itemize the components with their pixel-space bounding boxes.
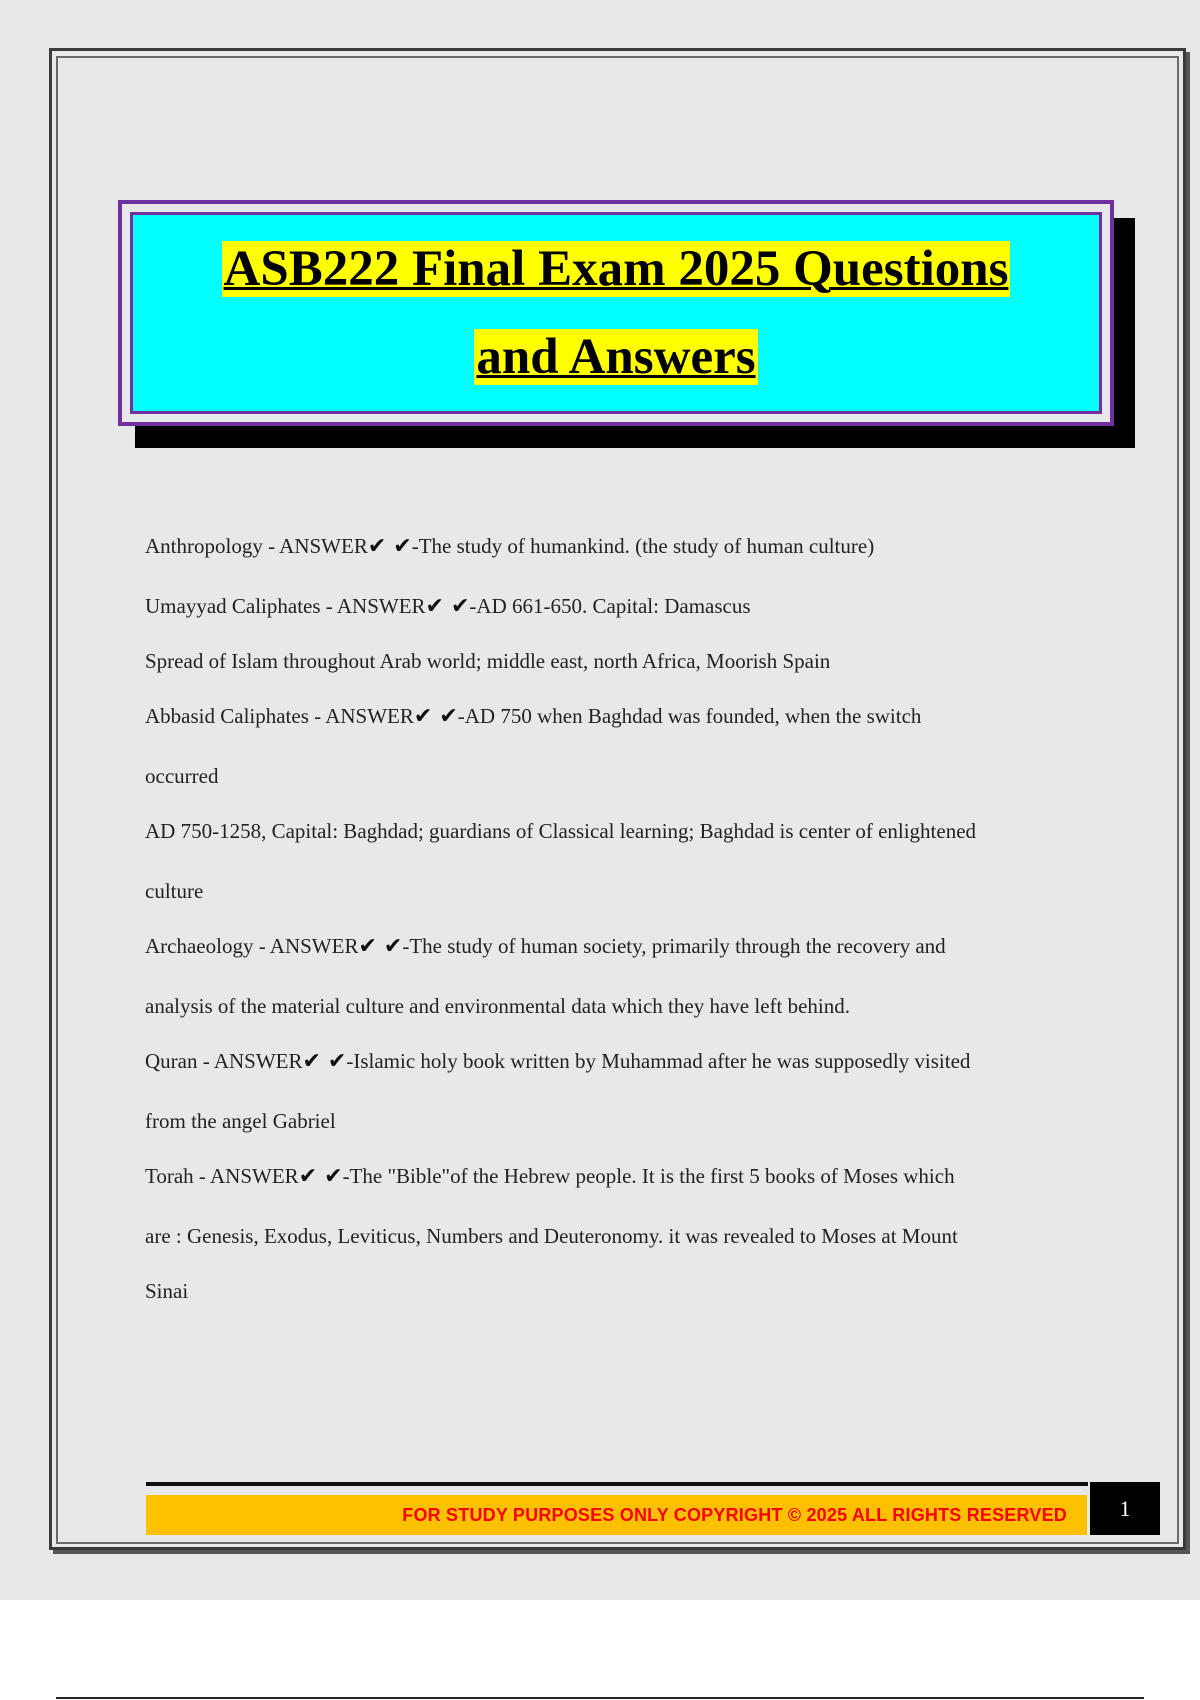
qa-entry	[145, 643, 1090, 698]
entry-term: Abbasid Caliphates - ANSWER	[145, 704, 414, 728]
entry-answer: -The "Bible"of the Hebrew people. It is the first 5 books of Moses which	[342, 1164, 955, 1188]
qa-content	[145, 528, 1090, 1328]
qa-entry	[145, 1043, 1090, 1158]
title-box	[118, 200, 1114, 426]
checkmark-icon: ✔ ✔	[298, 1164, 343, 1189]
entry-term: Archaeology - ANSWER	[145, 934, 359, 958]
entry-answer: -The study of humankind. (the study of human culture)	[411, 534, 875, 558]
checkmark-icon: ✔ ✔	[413, 704, 458, 729]
title-line-2: and Answers	[476, 329, 756, 385]
entry-continuation: from the angel Gabriel	[145, 1109, 336, 1133]
title-line-1: ASB222 Final Exam 2025 Questions	[223, 241, 1009, 297]
entry-answer: -AD 661-650. Capital: Damascus	[469, 594, 751, 618]
footer-bar	[146, 1495, 1087, 1535]
entry-continuation: occurred	[145, 764, 219, 788]
entry-text: Spread of Islam throughout Arab world; middle east, north Africa, Moorish Spain	[145, 649, 831, 673]
footer-rule	[146, 1482, 1088, 1486]
entry-continuation: culture	[145, 879, 204, 903]
entry-answer: -The study of human society, primarily through the recovery and	[402, 934, 946, 958]
qa-entry	[145, 528, 1090, 588]
checkmark-icon: ✔ ✔	[302, 1049, 347, 1074]
entry-continuation: Sinai	[145, 1279, 189, 1303]
qa-entry	[145, 698, 1090, 813]
qa-entry	[145, 928, 1090, 1043]
qa-entry	[145, 813, 1090, 928]
qa-entry	[145, 1158, 1090, 1328]
checkmark-icon: ✔ ✔	[367, 534, 412, 559]
entry-term: Quran - ANSWER	[145, 1049, 303, 1073]
checkmark-icon: ✔ ✔	[358, 934, 403, 959]
footer-copyright: FOR STUDY PURPOSES ONLY COPYRIGHT © 2025 ALL RIGHTS RESERVED	[402, 1504, 1067, 1525]
entry-text: AD 750-1258, Capital: Baghdad; guardians of Classical learning; Baghdad is center of enlightened	[145, 819, 977, 843]
entry-term: Torah - ANSWER	[145, 1164, 299, 1188]
title-box-inner	[130, 212, 1102, 414]
entry-continuation: analysis of the material culture and environmental data which they have left behind.	[145, 994, 850, 1018]
qa-entry	[145, 588, 1090, 643]
page-number: 1	[1090, 1482, 1160, 1535]
entry-continuation: are : Genesis, Exodus, Leviticus, Numbers and Deuteronomy. it was revealed to Moses at Mount	[145, 1224, 958, 1248]
entry-answer: -AD 750 when Baghdad was founded, when the switch	[457, 704, 922, 728]
entry-term: Umayyad Caliphates - ANSWER	[145, 594, 426, 618]
entry-term: Anthropology - ANSWER	[145, 534, 368, 558]
checkmark-icon: ✔ ✔	[425, 594, 470, 619]
next-page-rule	[56, 1697, 1144, 1699]
entry-answer: -Islamic holy book written by Muhammad after he was supposedly visited	[346, 1049, 971, 1073]
